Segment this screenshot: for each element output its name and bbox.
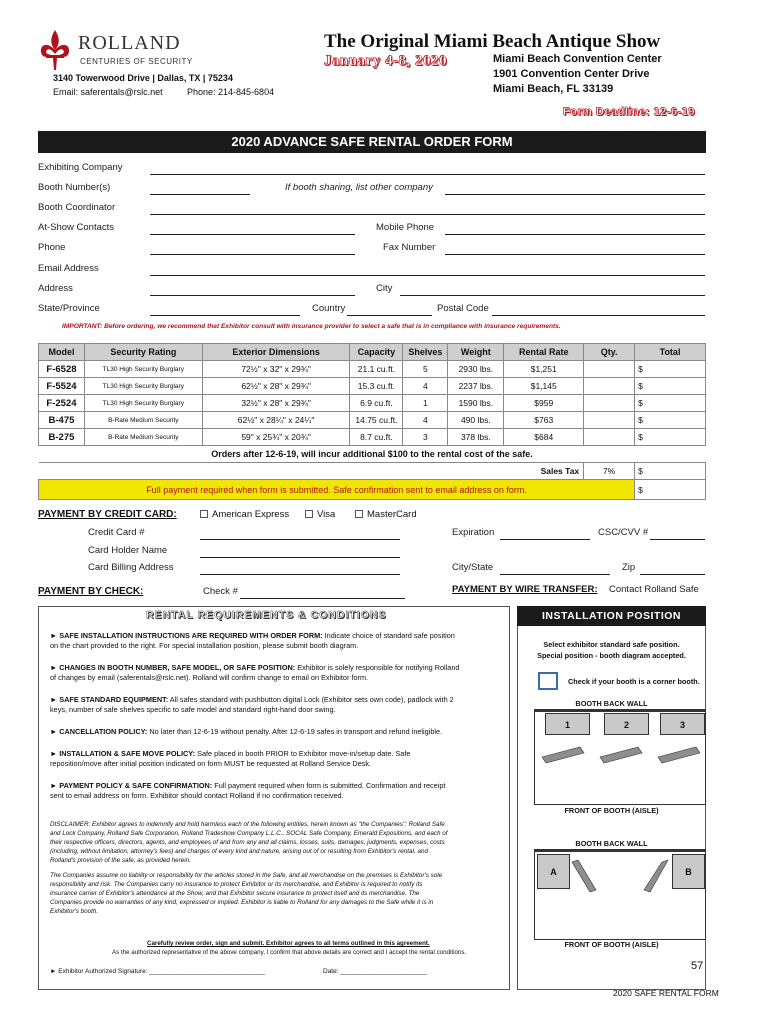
email-address-field[interactable] [150, 275, 705, 276]
table-row [39, 378, 706, 395]
column-header: Shelves [403, 344, 448, 361]
rule-text: Full payment required when form is submitted. Confirmation and receipt sent to email address on form. Exhibitor should contact Rolland if no confirmation received. [50, 781, 446, 800]
mastercard-option[interactable] [355, 509, 417, 520]
model-cell: F-6528 [39, 361, 85, 378]
form-deadline: Form Deadline: 12-6-19 [563, 106, 696, 118]
total-cell[interactable]: $ [635, 412, 706, 429]
rule-title: PAYMENT POLICY & SAFE CONFIRMATION: [59, 781, 213, 790]
at-show-contacts-label: At-Show Contacts [38, 222, 115, 233]
qty-input[interactable] [584, 429, 635, 446]
column-header: Rental Rate [504, 344, 584, 361]
sales-tax-label: Sales Tax [39, 463, 584, 480]
rate-cell: $763 [504, 412, 584, 429]
disclaimer-paragraph-2: The Companies assume no liability or responsibility for the articles stored in the Safe, and all merchandise on the premises is Exhibitor's sole responsibility and risk. The Companies carry no insurance to protect Exhibitor or its merchandise, and Exhibitor is required to notify its insurance carrier of Exhibitor's attendance at the Show, and that Exhibitor secure insurance to protect itself and its merchandise. The Companies provide no warranties of any kind, expressed or implied. Exhibitor is liable to Rolland for any damages to the Safe while it is in Exhibitor's booth. [50, 872, 443, 915]
position-b-box[interactable]: B [672, 854, 705, 889]
rolland-phone: Phone: 214-845-6804 [187, 87, 275, 97]
rate-cell: $1,145 [504, 378, 584, 395]
rating-cell: B-Rate Medium Security [84, 429, 202, 446]
mobile-phone-label: Mobile Phone [376, 222, 435, 233]
checkbox-icon[interactable] [200, 510, 208, 518]
booth-numbers-label: Booth Number(s) [38, 182, 111, 193]
page-number: 57 [691, 960, 704, 972]
back-wall-label-corner: BOOTH BACK WALL [575, 839, 648, 848]
table-row [39, 412, 706, 429]
late-notice-row [39, 446, 706, 463]
country-label: Country [312, 303, 346, 314]
venue-line2: 1901 Convention Center Drive [493, 68, 650, 80]
booth-numbers-field[interactable] [150, 194, 250, 195]
installation-heading-bar [517, 606, 706, 626]
select-position-line1: Select exhibitor standard safe position. [543, 640, 680, 649]
city-state-label: City/State [452, 562, 494, 573]
visa-label: Visa [317, 509, 336, 520]
front-of-booth-label: FRONT OF BOOTH (AISLE) [564, 806, 659, 815]
payment-notice-row [39, 480, 706, 500]
weight-cell: 490 lbs. [448, 412, 504, 429]
dimensions-cell: 72½" x 32" x 29¾" [202, 361, 350, 378]
mastercard-label: MasterCard [367, 509, 417, 520]
rule-text: Safe placed in booth PRIOR to Exhibitor move-in/setup date. Safe reposition/move after initial position indicated on form MUST be requested at Rolland Service Desk. [50, 749, 411, 768]
postal-code-label: Postal Code [437, 303, 489, 314]
weight-cell: 2930 lbs. [448, 361, 504, 378]
state-province-field[interactable] [150, 315, 300, 316]
dimensions-cell: 62½" x 28¼" x 24¼" [202, 412, 350, 429]
column-header: Total [635, 344, 706, 361]
zip-field[interactable] [640, 574, 705, 575]
installation-heading: INSTALLATION POSITION [541, 610, 682, 622]
check-number-field[interactable] [240, 598, 405, 599]
expiration-field[interactable] [500, 539, 590, 540]
model-cell: B-475 [39, 412, 85, 429]
corner-booth-label: Check if your booth is a corner booth. [568, 677, 700, 686]
disclaimer-paragraph-1: DISCLAIMER: Exhibitor agrees to indemnify and hold harmless each of the following entities, herein known as "the Companies": Rolland Safe and Lock Company, Rolland Safe Corporation, Rolland Tradeshow Company L.L.C., SOCAL Safe Company, Emerald Expositions, and each of their respective officers, directors, agents, and employees of and from any and all claims, losses, suits, damages, judgments, expenses, costs (including, without limitation, attorney's fees) and charges of every kind and nature, arising out of or resulting from Exhibitor's rental, and Rolland's provision of the safe, as provided herein. [50, 821, 448, 864]
csc-field[interactable] [650, 539, 705, 540]
amex-label: American Express [212, 509, 290, 520]
booth-coordinator-label: Booth Coordinator [38, 202, 116, 213]
address-field[interactable] [150, 295, 355, 296]
show-dates: January 4-8, 2020 [324, 53, 448, 69]
safe-diagram-icon [538, 737, 706, 765]
column-header: Weight [448, 344, 504, 361]
sales-tax-row [39, 463, 706, 480]
sales-tax-total[interactable]: $ [635, 463, 706, 480]
capacity-cell: 14.75 cu.ft. [350, 412, 403, 429]
signature-label: Exhibitor Authorized Signature: ________________________________ [58, 968, 265, 975]
payment-notice: Full payment required when form is submitted. Safe confirmation sent to email address on form. [39, 480, 635, 500]
total-cell[interactable]: $ [635, 378, 706, 395]
rate-cell: $959 [504, 395, 584, 412]
shelves-cell: 1 [403, 395, 448, 412]
signature-line[interactable]: ► Exhibitor Authorized Signature: ________________________________ [50, 968, 265, 975]
rolland-email: Email: saferentals@rslc.net [53, 87, 163, 97]
model-cell: B-275 [39, 429, 85, 446]
csc-label: CSC/CVV # [598, 527, 649, 538]
table-row [39, 429, 706, 446]
rule-text: Indicate choice of standard safe position on the chart provided to the right. For special installation position, please submit booth diagram. [50, 631, 455, 650]
rate-cell: $1,251 [504, 361, 584, 378]
qty-input[interactable] [584, 378, 635, 395]
position-3-box[interactable]: 3 [660, 713, 705, 735]
zip-label: Zip [622, 562, 636, 573]
form-title: 2020 ADVANCE SAFE RENTAL ORDER FORM [231, 134, 513, 149]
corner-booth-checkbox[interactable] [538, 672, 558, 690]
rating-cell: TL30 High Security Burglary [84, 378, 202, 395]
position-2-box[interactable]: 2 [604, 713, 649, 735]
qty-input[interactable] [584, 395, 635, 412]
city-label: City [376, 283, 393, 294]
table-header-row [39, 344, 706, 361]
rule-item: ► PAYMENT POLICY & SAFE CONFIRMATION: Full payment required when form is submitted. Confirmation and receipt sent to email address on form. Exhibitor should contact Rolland if no confirmation received. [50, 781, 446, 800]
rolland-logo [38, 28, 218, 72]
rule-text: No later than 12-6-19 without penalty. After 12-6-19 safes in transport and refund ineligible. [149, 727, 443, 736]
rule-item: ► INSTALLATION & SAFE MOVE POLICY: Safe placed in booth PRIOR to Exhibitor move-in/setup date. Safe reposition/move after initial position indicated on form MUST be requested at Rolland Service Desk. [50, 749, 411, 768]
phone-field[interactable] [150, 254, 355, 255]
rule-item: ► CHANGES IN BOOTH NUMBER, SAFE MODEL, OR SAFE POSITION: Exhibitor is solely responsible for notifying Rolland of changes by email (saferentals@rslc.net). Rolland will confirm change to email on Exhibitor form. [50, 663, 460, 682]
fleur-de-lis-icon [38, 28, 72, 72]
card-number-label: Credit Card # [88, 527, 145, 538]
review-line: Carefully review order, sign and submit. Exhibitor agrees to all terms outlined in this agreement. [147, 940, 430, 947]
important-notice: IMPORTANT: Before ordering, we recommend that Exhibitor consult with insurance provider to select a safe that is in compliance with insurance requirements. [62, 323, 561, 330]
rule-title: SAFE STANDARD EQUIPMENT: [59, 695, 169, 704]
rules-heading: RENTAL REQUIREMENTS & CONDITIONS [146, 609, 387, 621]
rolland-address: 3140 Towerwood Drive | Dallas, TX | 75234 [53, 73, 233, 83]
rule-item: ► CANCELLATION POLICY: No later than 12-6-19 without penalty. After 12-6-19 safes in transport and refund ineligible. [50, 727, 443, 736]
rating-cell: TL30 High Security Burglary [84, 361, 202, 378]
date-line[interactable]: Date: ________________________ [323, 968, 428, 975]
select-position-line2: Special position - booth diagram accepted. [537, 651, 686, 660]
address-label: Address [38, 283, 73, 294]
front-of-booth-label-corner: FRONT OF BOOTH (AISLE) [564, 940, 659, 949]
safe-corner-diagram-icon [566, 856, 674, 898]
shelves-cell: 4 [403, 412, 448, 429]
late-notice: Orders after 12-6-19, will incur additional $100 to the rental cost of the safe. [39, 446, 706, 463]
shelves-cell: 4 [403, 378, 448, 395]
fax-number-label: Fax Number [383, 242, 436, 253]
weight-cell: 378 lbs. [448, 429, 504, 446]
grand-total[interactable]: $ [635, 480, 706, 500]
city-field[interactable] [400, 295, 705, 296]
column-header: Qty. [584, 344, 635, 361]
column-header: Capacity [350, 344, 403, 361]
qty-input[interactable] [584, 412, 635, 429]
rule-item: ► SAFE INSTALLATION INSTRUCTIONS ARE REQUIRED WITH ORDER FORM: Indicate choice of standard safe position on the chart provided to the right. For special installation position, please submit booth diagram. [50, 631, 455, 650]
dimensions-cell: 32½" x 28" x 29¾" [202, 395, 350, 412]
capacity-cell: 21.1 cu.ft. [350, 361, 403, 378]
rule-title: CANCELLATION POLICY: [59, 727, 148, 736]
country-field[interactable] [347, 315, 432, 316]
postal-code-field[interactable] [492, 315, 705, 316]
rating-cell: TL30 High Security Burglary [84, 395, 202, 412]
shelves-cell: 5 [403, 361, 448, 378]
email-address-label: Email Address [38, 263, 99, 274]
rule-title: CHANGES IN BOOTH NUMBER, SAFE MODEL, OR SAFE POSITION: [59, 663, 296, 672]
check-heading: PAYMENT BY CHECK: [38, 586, 144, 597]
total-cell[interactable]: $ [635, 429, 706, 446]
column-header: Exterior Dimensions [202, 344, 350, 361]
check-number-label: Check # [203, 586, 238, 597]
back-wall-label: BOOTH BACK WALL [575, 699, 648, 708]
city-state-field[interactable] [500, 574, 610, 575]
checkbox-icon[interactable] [355, 510, 363, 518]
rule-title: INSTALLATION & SAFE MOVE POLICY: [59, 749, 196, 758]
shelves-cell: 3 [403, 429, 448, 446]
dimensions-cell: 59" x 25¾" x 20¾" [202, 429, 350, 446]
booth-sharing-label: If booth sharing, list other company [285, 182, 433, 193]
rating-cell: B-Rate Medium Security [84, 412, 202, 429]
state-province-label: State/Province [38, 303, 100, 314]
holder-name-label: Card Holder Name [88, 545, 168, 556]
form-title-bar [38, 131, 706, 153]
model-cell: F-5524 [39, 378, 85, 395]
billing-address-field[interactable] [200, 574, 400, 575]
column-header: Security Rating [84, 344, 202, 361]
position-1-box[interactable]: 1 [545, 713, 590, 735]
show-title: The Original Miami Beach Antique Show [324, 31, 661, 52]
visa-option[interactable] [305, 509, 335, 520]
capacity-cell: 6.9 cu.ft. [350, 395, 403, 412]
checkbox-icon[interactable] [305, 510, 313, 518]
fax-number-field[interactable] [445, 254, 705, 255]
amex-option[interactable] [200, 509, 289, 520]
logo-name: ROLLAND [78, 32, 181, 54]
mobile-phone-field[interactable] [445, 234, 705, 235]
rule-title: SAFE INSTALLATION INSTRUCTIONS ARE REQUIRED WITH ORDER FORM: [59, 631, 323, 640]
weight-cell: 2237 lbs. [448, 378, 504, 395]
logo-tagline: CENTURIES OF SECURITY [80, 57, 193, 66]
card-number-field[interactable] [200, 539, 400, 540]
exhibiting-company-label: Exhibiting Company [38, 162, 123, 173]
authorized-line: As the authorized representative of the above company, I confirm that above details are correct and I accept the rental conditions. [112, 949, 467, 956]
qty-input[interactable] [584, 361, 635, 378]
venue-line3: Miami Beach, FL 33139 [493, 83, 614, 95]
at-show-contacts-field[interactable] [150, 234, 355, 235]
table-row [39, 361, 706, 378]
rules-list [50, 631, 460, 807]
rate-cell: $684 [504, 429, 584, 446]
sales-tax-rate: 7% [584, 463, 635, 480]
booth-sharing-field[interactable] [445, 194, 705, 195]
rule-item: ► SAFE STANDARD EQUIPMENT: All safes standard with pushbutton digital Lock (Exhibitor sets own code), padlock with 2 keys, number of safe shelves specific to safe model and standard right-hand door swing. [50, 695, 454, 714]
safe-rental-table [38, 343, 706, 500]
expiration-label: Expiration [452, 527, 495, 538]
billing-address-label: Card Billing Address [88, 562, 174, 573]
dimensions-cell: 62½" x 28" x 29¾" [202, 378, 350, 395]
wire-heading: PAYMENT BY WIRE TRANSFER: [452, 584, 598, 595]
model-cell: F-2524 [39, 395, 85, 412]
total-cell[interactable]: $ [635, 395, 706, 412]
weight-cell: 1590 lbs. [448, 395, 504, 412]
rule-text: Exhibitor is solely responsible for notifying Rolland of changes by email (saferentals@rslc.net). Rolland will confirm change to email on Exhibitor form. [50, 663, 460, 682]
column-header: Model [39, 344, 85, 361]
wire-text: Contact Rolland Safe [609, 584, 699, 595]
capacity-cell: 8.7 cu.ft. [350, 429, 403, 446]
position-a-box[interactable]: A [537, 854, 570, 889]
total-cell[interactable]: $ [635, 361, 706, 378]
booth-coordinator-field[interactable] [150, 214, 705, 215]
disclaimer [50, 820, 450, 922]
rule-text: All safes standard with pushbutton digital Lock (Exhibitor sets own code), padlock with 2 keys, number of safe shelves specific to safe model and standard right-hand door swing. [50, 695, 454, 714]
capacity-cell: 15.3 cu.ft. [350, 378, 403, 395]
holder-name-field[interactable] [200, 557, 400, 558]
footer-form-name: 2020 SAFE RENTAL FORM [613, 988, 719, 998]
table-row [39, 395, 706, 412]
credit-card-heading: PAYMENT BY CREDIT CARD: [38, 509, 177, 520]
exhibiting-company-field[interactable] [150, 174, 705, 175]
phone-label: Phone [38, 242, 66, 253]
venue-line1: Miami Beach Convention Center [493, 53, 662, 65]
